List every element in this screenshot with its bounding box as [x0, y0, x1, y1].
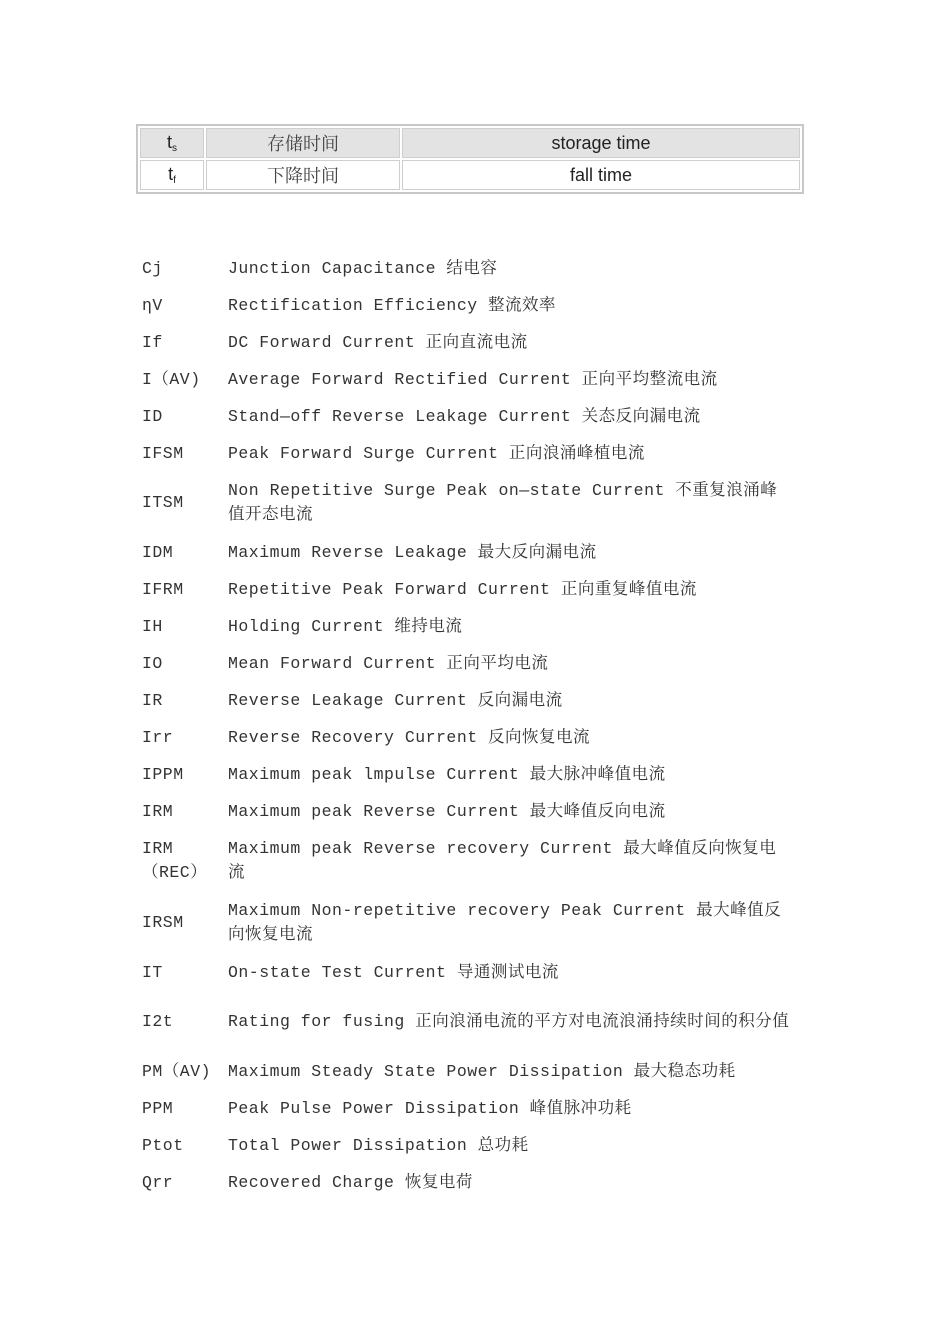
term-abbr: If: [142, 332, 163, 352]
table-row: [140, 160, 800, 190]
list-item: [142, 472, 792, 534]
term-abbr: Cj: [142, 258, 163, 278]
list-item: [142, 1053, 792, 1090]
symbol-text: t: [168, 164, 174, 184]
term-desc: Stand—off Reverse Leakage Current 关态反向漏电流: [228, 406, 701, 426]
english-cell: fall time: [402, 160, 800, 190]
term-desc: Junction Capacitance 结电容: [228, 258, 498, 278]
term-desc: Total Power Dissipation 总功耗: [228, 1135, 529, 1155]
symbol-subscript: f: [173, 175, 176, 186]
term-desc: Rating for fusing 正向浪涌电流的平方对电流浪涌持续时间的积分值: [228, 1012, 790, 1031]
list-item: [142, 682, 792, 719]
list-item: [142, 756, 792, 793]
list-item: [142, 719, 792, 756]
list-item: [142, 608, 792, 645]
table-row: [140, 128, 800, 158]
term-desc: Average Forward Rectified Current 正向平均整流电流: [228, 369, 718, 389]
symbol-text: t: [166, 132, 172, 152]
term-abbr: IO: [142, 653, 163, 673]
term-abbr: IRM（REC）: [142, 839, 208, 882]
term-abbr: IFRM: [142, 579, 184, 599]
symbol-cell: [140, 160, 204, 190]
term-list: [142, 250, 792, 1201]
term-abbr: ITSM: [142, 493, 184, 512]
chinese-cell: 下降时间: [206, 160, 400, 190]
term-abbr: IDM: [142, 542, 174, 562]
list-item: [142, 991, 792, 1053]
list-item: [142, 324, 792, 361]
term-desc: Reverse Leakage Current 反向漏电流: [228, 690, 563, 710]
term-abbr: ID: [142, 406, 163, 426]
term-abbr: Ptot: [142, 1135, 184, 1155]
term-abbr: ηV: [142, 295, 163, 315]
term-abbr: IH: [142, 616, 163, 636]
term-desc: Peak Pulse Power Dissipation 峰值脉冲功耗: [228, 1098, 632, 1118]
symbol-table: [136, 124, 804, 194]
term-abbr: IT: [142, 962, 163, 982]
term-abbr: Irr: [142, 727, 174, 747]
list-item: [142, 645, 792, 682]
term-desc: Maximum Steady State Power Dissipation 最大稳态功耗: [228, 1061, 736, 1081]
term-desc: Rectification Efficiency 整流效率: [228, 295, 557, 315]
symbol-subscript: s: [172, 143, 177, 154]
term-abbr: IR: [142, 690, 163, 710]
list-item: [142, 1090, 792, 1127]
term-abbr: Qrr: [142, 1172, 174, 1192]
term-desc: Maximum Reverse Leakage 最大反向漏电流: [228, 542, 597, 562]
term-abbr: PM（AV): [142, 1061, 212, 1081]
symbol-cell: [140, 128, 204, 158]
term-desc: On-state Test Current 导通测试电流: [228, 962, 559, 982]
term-desc: Recovered Charge 恢复电荷: [228, 1172, 473, 1192]
term-desc: Maximum peak lmpulse Current 最大脉冲峰值电流: [228, 764, 666, 784]
term-desc: Peak Forward Surge Current 正向浪涌峰植电流: [228, 443, 645, 463]
list-item: [142, 435, 792, 472]
term-abbr: PPM: [142, 1098, 174, 1118]
english-cell: storage time: [402, 128, 800, 158]
term-desc: Maximum peak Reverse recovery Current 最大峰值反向恢复电流: [228, 839, 777, 882]
list-item: [142, 954, 792, 991]
list-item: [142, 892, 792, 954]
list-item: [142, 250, 792, 287]
list-item: [142, 287, 792, 324]
list-item: [142, 398, 792, 435]
term-abbr: IRSM: [142, 913, 184, 932]
term-abbr: I（AV): [142, 369, 201, 389]
term-desc: Reverse Recovery Current 反向恢复电流: [228, 727, 591, 747]
term-desc: DC Forward Current 正向直流电流: [228, 332, 528, 352]
list-item: [142, 1127, 792, 1164]
term-abbr: IFSM: [142, 443, 184, 463]
term-abbr: I2t: [142, 1012, 174, 1031]
term-desc: Non Repetitive Surge Peak on—state Current 不重复浪涌峰值开态电流: [228, 481, 778, 524]
list-item: [142, 830, 792, 892]
list-item: [142, 793, 792, 830]
term-desc: Maximum Non-repetitive recovery Peak Current 最大峰值反向恢复电流: [228, 901, 782, 944]
term-abbr: IRM: [142, 801, 174, 821]
list-item: [142, 361, 792, 398]
term-desc: Repetitive Peak Forward Current 正向重复峰值电流: [228, 579, 697, 599]
list-item: [142, 534, 792, 571]
list-item: [142, 571, 792, 608]
term-desc: Mean Forward Current 正向平均电流: [228, 653, 549, 673]
term-desc: Holding Current 维持电流: [228, 616, 463, 636]
term-desc: Maximum peak Reverse Current 最大峰值反向电流: [228, 801, 666, 821]
term-abbr: IPPM: [142, 764, 184, 784]
chinese-cell: 存储时间: [206, 128, 400, 158]
list-item: [142, 1164, 792, 1201]
